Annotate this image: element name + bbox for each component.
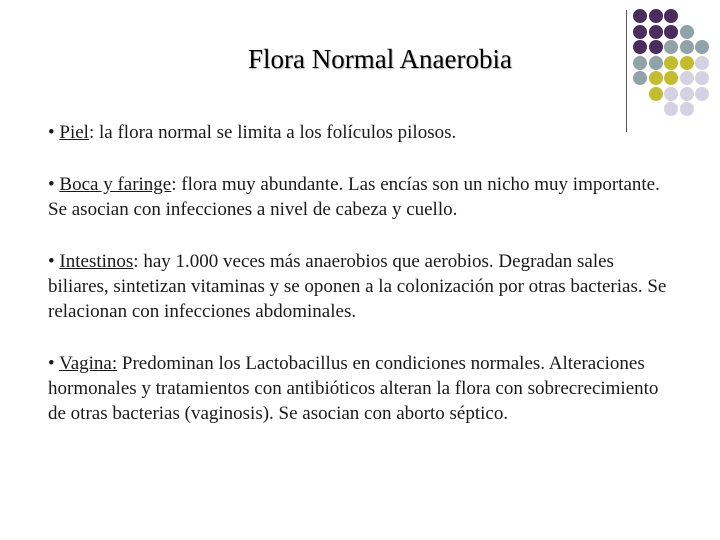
decorative-dot-olive <box>680 56 694 70</box>
decorative-dot-purple <box>633 25 647 39</box>
decorative-dot-teal <box>633 56 647 70</box>
slide-body <box>48 120 668 453</box>
bullet-marker: • <box>48 174 55 195</box>
paragraph-text: flora muy abundante. Las encías son un nicho muy importante. Se asocian con infecciones a nivel de cabeza y cuello. <box>48 174 660 220</box>
decorative-dot-olive <box>649 87 663 101</box>
decorative-dot-lavender <box>680 87 694 101</box>
bullet-marker: • <box>48 251 55 272</box>
decorative-dot-olive <box>649 71 663 85</box>
term-separator: : <box>133 251 139 272</box>
decorative-dot-teal <box>695 40 709 54</box>
paragraph-text: Predominan los Lactobacillus en condiciones normales. Alteraciones hormonales y tratamientos con antibióticos alteran la flora con sobrecrecimiento de otras bacterias (vaginosis). Se asocian con aborto séptico. <box>48 353 659 424</box>
term-piel: Piel <box>59 122 89 143</box>
slide-title: Flora Normal Anaerobia <box>248 44 512 74</box>
bullet-marker: • <box>48 122 55 143</box>
decorative-dot-lavender <box>695 56 709 70</box>
bullet-paragraph-intestinos <box>48 249 668 324</box>
paragraph-text: hay 1.000 veces más anaerobios que aerobios. Degradan sales biliares, sintetizan vitaminas y se oponen a la colonización por otras bacterias. Se relacionan con infecciones abdominales. <box>48 251 667 322</box>
bullet-paragraph-vagina <box>48 351 668 426</box>
decorative-dot-lavender <box>695 87 709 101</box>
decorative-dot-teal <box>664 40 678 54</box>
decorative-dot-teal <box>633 71 647 85</box>
divider-line <box>626 10 627 132</box>
decorative-dot-teal <box>649 56 663 70</box>
decorative-dot-lavender <box>664 102 678 116</box>
decorative-dot-lavender <box>680 102 694 116</box>
term-intestinos: Intestinos <box>59 251 134 272</box>
decorative-dot-purple <box>664 9 678 23</box>
decorative-dot-lavender <box>664 87 678 101</box>
decorative-dot-purple <box>649 40 663 54</box>
bullet-marker: • <box>48 353 55 374</box>
decorative-dot-purple <box>649 25 663 39</box>
term-separator: : <box>88 122 95 143</box>
decorative-dot-teal <box>680 40 694 54</box>
bullet-paragraph-boca <box>48 172 668 222</box>
bullet-paragraph-piel <box>48 120 668 145</box>
decorative-dot-purple <box>649 9 663 23</box>
decorative-dot-teal <box>680 25 694 39</box>
decorative-dot-lavender <box>695 71 709 85</box>
decorative-dot-purple <box>633 9 647 23</box>
term-boca-y-faringe: Boca y faringe <box>59 174 172 195</box>
term-vagina: Vagina: <box>59 353 118 374</box>
term-separator: : <box>171 174 177 195</box>
decorative-dot-purple <box>664 25 678 39</box>
paragraph-text: la flora normal se limita a los folículos pilosos. <box>94 122 457 143</box>
decorative-dot-olive <box>664 71 678 85</box>
decorative-dot-lavender <box>680 71 694 85</box>
decorative-dot-purple <box>633 40 647 54</box>
decorative-dot-olive <box>664 56 678 70</box>
